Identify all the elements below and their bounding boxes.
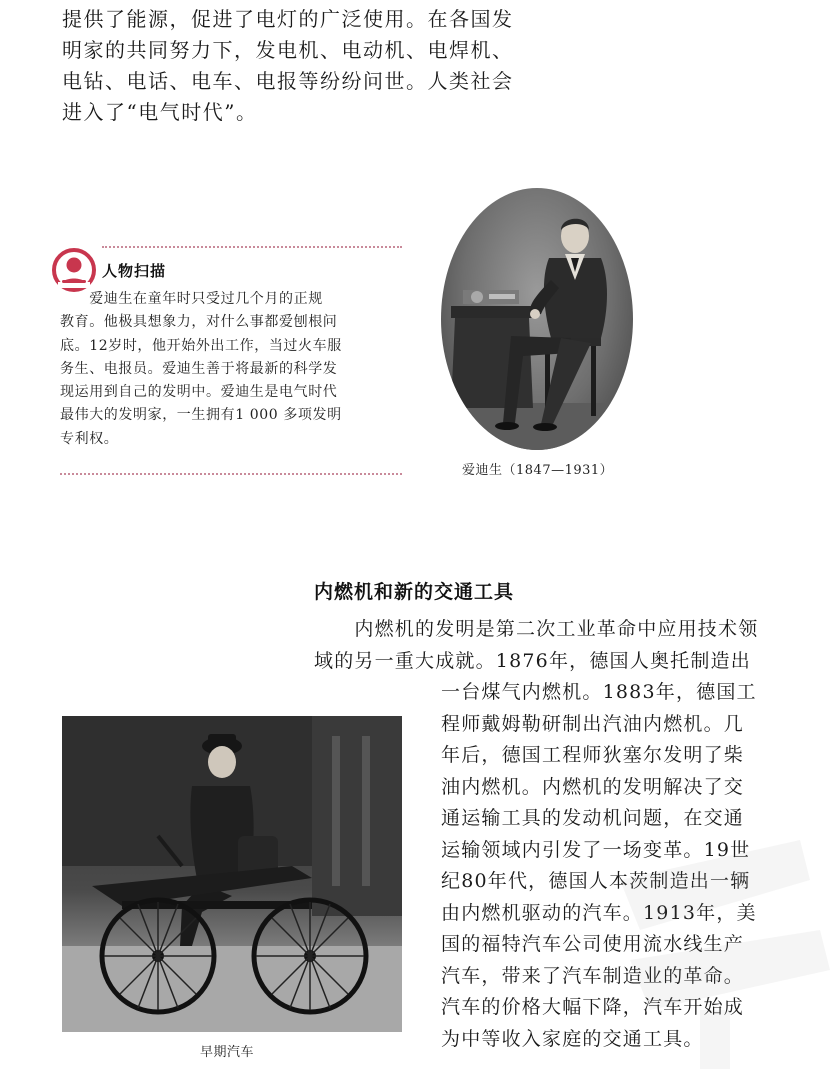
early-car-photo — [62, 716, 402, 1032]
text-line: 域的另一重大成就。1876年，德国人奥托制造出 — [314, 649, 751, 672]
sidebar-bottom-divider — [60, 473, 402, 475]
sidebar-body — [60, 288, 405, 451]
text-line: 一台煤气内燃机。1883年，德国工 — [441, 681, 757, 703]
car-photo-caption: 早期汽车 — [200, 1045, 255, 1060]
text-line: 油内燃机。内燃机的发明解决了交 — [441, 775, 745, 798]
sidebar-title: 人物扫描 — [102, 262, 167, 280]
text-line: 进入了“电气时代”。 — [62, 100, 258, 124]
text-line: 提供了能源，促进了电灯的广泛使用。在各国发 — [62, 7, 514, 31]
sidebar-line: 现运用到自己的发明中。爱迪生是电气时代 — [60, 384, 338, 401]
text-line: 汽车的价格大幅下降，汽车开始成 — [441, 996, 745, 1018]
sidebar-line: 底。12岁时，他开始外出工作，当过火车服 — [60, 337, 342, 354]
text-line: 国的福特汽车公司使用流水线生产 — [441, 933, 745, 955]
text-line: 纪80年代，德国人本茨制造出一辆 — [441, 870, 751, 892]
person-icon — [52, 248, 96, 292]
text-line: 年后，德国工程师狄塞尔发明了柴 — [441, 744, 745, 766]
section-heading: 内燃机和新的交通工具 — [314, 581, 515, 603]
text-line: 电钻、电话、电车、电报等纷纷问世。人类社会 — [62, 69, 514, 93]
text-line: 程师戴姆勒研制出汽油内燃机。几 — [441, 712, 745, 735]
text-line: 明家的共同努力下，发电机、电动机、电焊机、 — [62, 38, 514, 62]
text-line: 汽车，带来了汽车制造业的革命。 — [441, 964, 745, 987]
sidebar-line: 务生、电报员。爱迪生善于将最新的科学发 — [60, 360, 338, 377]
watermark-graphic — [600, 820, 832, 1069]
sidebar-line: 教育。他极具想象力，对什么事都爱刨根问 — [60, 314, 338, 331]
sidebar-line: 最伟大的发明家，一生拥有1 000 多项发明 — [60, 407, 342, 424]
text-line: 为中等收入家庭的交通工具。 — [441, 1027, 704, 1050]
sidebar-top-divider — [102, 246, 402, 248]
text-line: 运输领域内引发了一场变革。19世 — [441, 838, 751, 861]
text-line: 由内燃机驱动的汽车。1913年，美 — [441, 901, 757, 924]
portrait-caption: 爱迪生（1847—1931） — [462, 463, 614, 478]
sidebar-line: 爱迪生在童年时只受过几个月的正规 — [60, 291, 323, 307]
edison-portrait-photo — [441, 188, 633, 450]
sidebar-line: 专利权。 — [60, 430, 119, 447]
intro-paragraph — [62, 4, 542, 128]
text-line: 内燃机的发明是第二次工业革命中应用技术领 — [314, 618, 759, 640]
text-line: 通运输工具的发动机问题，在交通 — [441, 807, 745, 829]
